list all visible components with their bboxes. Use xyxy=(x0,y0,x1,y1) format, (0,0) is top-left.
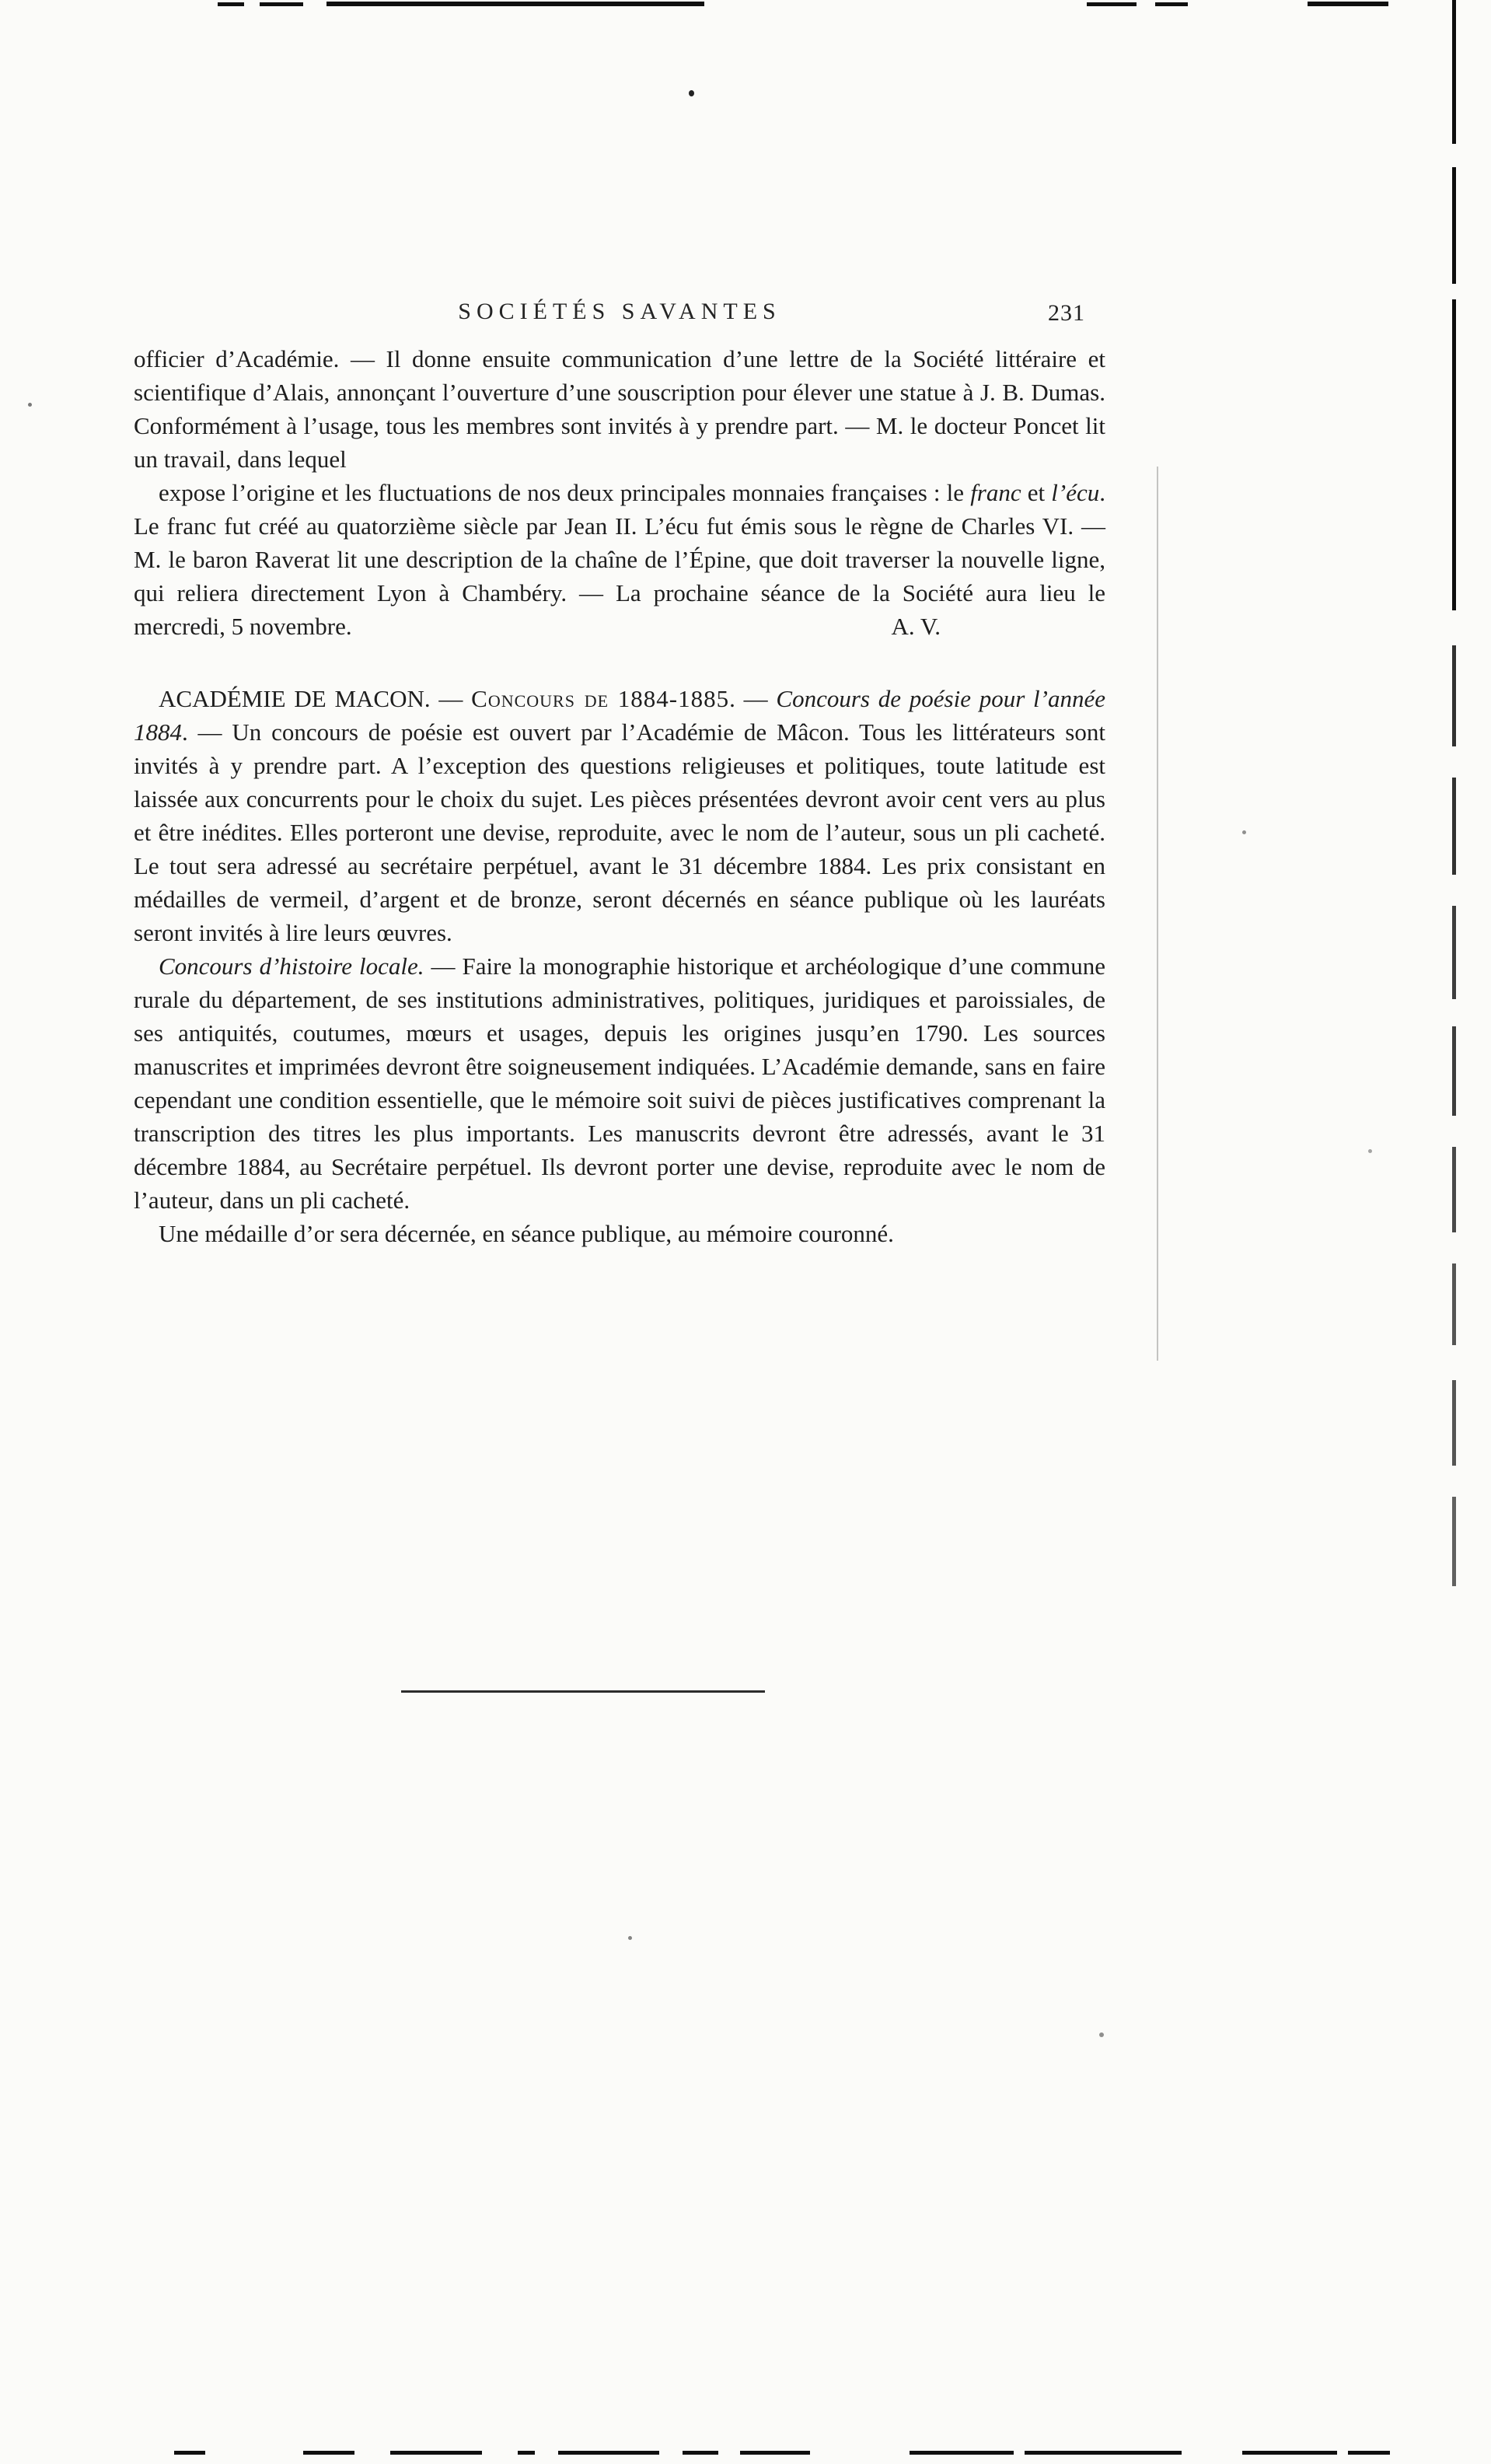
scan-mark-bottom xyxy=(1242,2451,1337,2455)
scan-mark-bottom xyxy=(910,2451,1014,2455)
text-run: — Faire la monographie historique et archéologique d’une commune rurale du département, de ses institutions administratives, politiques, juridiques et paroissiales, de ses antiquités, coutumes, mœurs et usages, depuis les origines jusqu’en 1790. Les sources manuscrites et imprimées devront être soigneusement indiquées. L’Académie demande, sans en faire cependant une condition essentielle, que le mémoire soit suivi de pièces justificatives comprenant la transcription des titres les plus importants. Les manuscrits devront être adressés, avant le 31 décembre 1884, au Secrétaire perpétuel. Ils devront porter une devise, reproduite avec le nom de l’auteur, dans un pli cacheté. xyxy=(134,952,1105,1214)
scan-mark-bottom xyxy=(1025,2451,1182,2455)
subsection-title-italic: Concours d’histoire locale. xyxy=(159,952,424,980)
scan-line-right xyxy=(1452,1263,1456,1345)
text-run-italic: l’écu xyxy=(1051,479,1100,506)
text-run: Une médaille d’or sera décernée, en séance publique, au mémoire couronné. xyxy=(159,1220,894,1247)
scan-mark-bottom xyxy=(1348,2451,1390,2455)
scan-line-inner xyxy=(1157,467,1158,1361)
scan-mark-top xyxy=(1308,2,1388,6)
scan-line-right xyxy=(1452,0,1456,144)
scan-line-right xyxy=(1452,1380,1456,1466)
paragraph-5 xyxy=(134,1217,1105,1250)
text-run: et xyxy=(1021,479,1052,506)
section-heading-smallcaps: Concours de 1884-1885 xyxy=(471,685,730,712)
scan-line-right xyxy=(1452,906,1456,999)
subsection-title-italic: Concours de poésie pour l’année 1884 xyxy=(134,685,1106,746)
scan-speck xyxy=(689,90,694,96)
scan-line-right xyxy=(1452,167,1456,284)
scan-speck xyxy=(628,1936,632,1940)
text-run-italic: franc xyxy=(970,479,1021,506)
scan-mark-bottom xyxy=(174,2451,205,2455)
scan-line-right xyxy=(1452,645,1456,746)
scan-mark-bottom xyxy=(390,2451,482,2455)
running-title: SOCIÉTÉS SAVANTES xyxy=(458,299,781,324)
scan-mark-top xyxy=(260,2,303,6)
section-heading-caps: ACADÉMIE DE MACON. — xyxy=(159,685,472,712)
scan-speck xyxy=(1099,2032,1104,2037)
scan-mark-bottom xyxy=(683,2451,718,2455)
page-number: 231 xyxy=(1048,300,1085,326)
scan-line-right xyxy=(1452,299,1456,610)
text-column xyxy=(134,342,1105,1250)
text-run: officier d’Académie. — Il donne ensuite communication d’une lettre de la Société littéraire et scientifique d’Alais, annonçant l’ouverture d’une souscription pour élever une statue à J. B. Dumas. Conformément à l’usage, tous les membres sont invités à y prendre part. — M. le docteur Poncet lit un travail, dans lequel xyxy=(134,345,1105,473)
paragraph-4 xyxy=(134,949,1105,1217)
paragraph-2 xyxy=(134,476,1105,643)
scan-mark-bottom xyxy=(518,2451,535,2455)
scan-speck xyxy=(1242,830,1246,834)
scan-mark-bottom xyxy=(740,2451,810,2455)
scan-speck xyxy=(28,403,32,407)
scan-mark-top xyxy=(218,2,244,6)
text-run: expose l’origine et les fluctuations de nos deux principales monnaies françaises : le xyxy=(159,479,971,506)
text-run: . — xyxy=(729,685,777,712)
scan-mark-top xyxy=(1087,2,1137,6)
scan-mark-top xyxy=(1155,2,1188,6)
paragraph-1 xyxy=(134,342,1105,476)
scan-speck xyxy=(1368,1149,1372,1153)
signature: A. V. xyxy=(891,613,941,640)
scan-mark-top xyxy=(326,2,704,6)
scan-mark-bottom xyxy=(558,2451,659,2455)
text-run: . Le franc fut créé au quatorzième siècle par Jean II. L’écu fut émis sous le règne de Charles VI. — M. le baron Raverat lit une description de la chaîne de l’Épine, que doit traverser la nouvelle ligne, qui reliera directement Lyon à Chambéry. — La prochaine séance de la Société aura lieu le mercredi, 5 novembre. xyxy=(134,479,1106,640)
scan-mark-bottom xyxy=(303,2451,354,2455)
scan-line-right xyxy=(1452,1147,1456,1232)
paragraph-3 xyxy=(134,682,1105,949)
section-divider-rule xyxy=(401,1690,765,1693)
scan-line-right xyxy=(1452,1497,1456,1586)
page-header xyxy=(134,299,1105,333)
scan-line-right xyxy=(1452,1026,1456,1116)
scan-line-right xyxy=(1452,778,1456,875)
text-run: . — Un concours de poésie est ouvert par l’Académie de Mâcon. Tous les littérateurs sont invités à y prendre part. A l’exception des questions religieuses et politiques, toute latitude est laissée aux concurrents pour le choix du sujet. Les pièces présentées devront avoir cent vers au plus et être inédites. Elles porteront une devise, reproduite, avec le nom de l’auteur, sous un pli cacheté. Le tout sera adressé au secrétaire perpétuel, avant le 31 décembre 1884. Les prix consistant en médailles de vermeil, d’argent et de bronze, seront décernés en séance publique où les lauréats seront invités à lire leurs œuvres. xyxy=(134,718,1105,946)
